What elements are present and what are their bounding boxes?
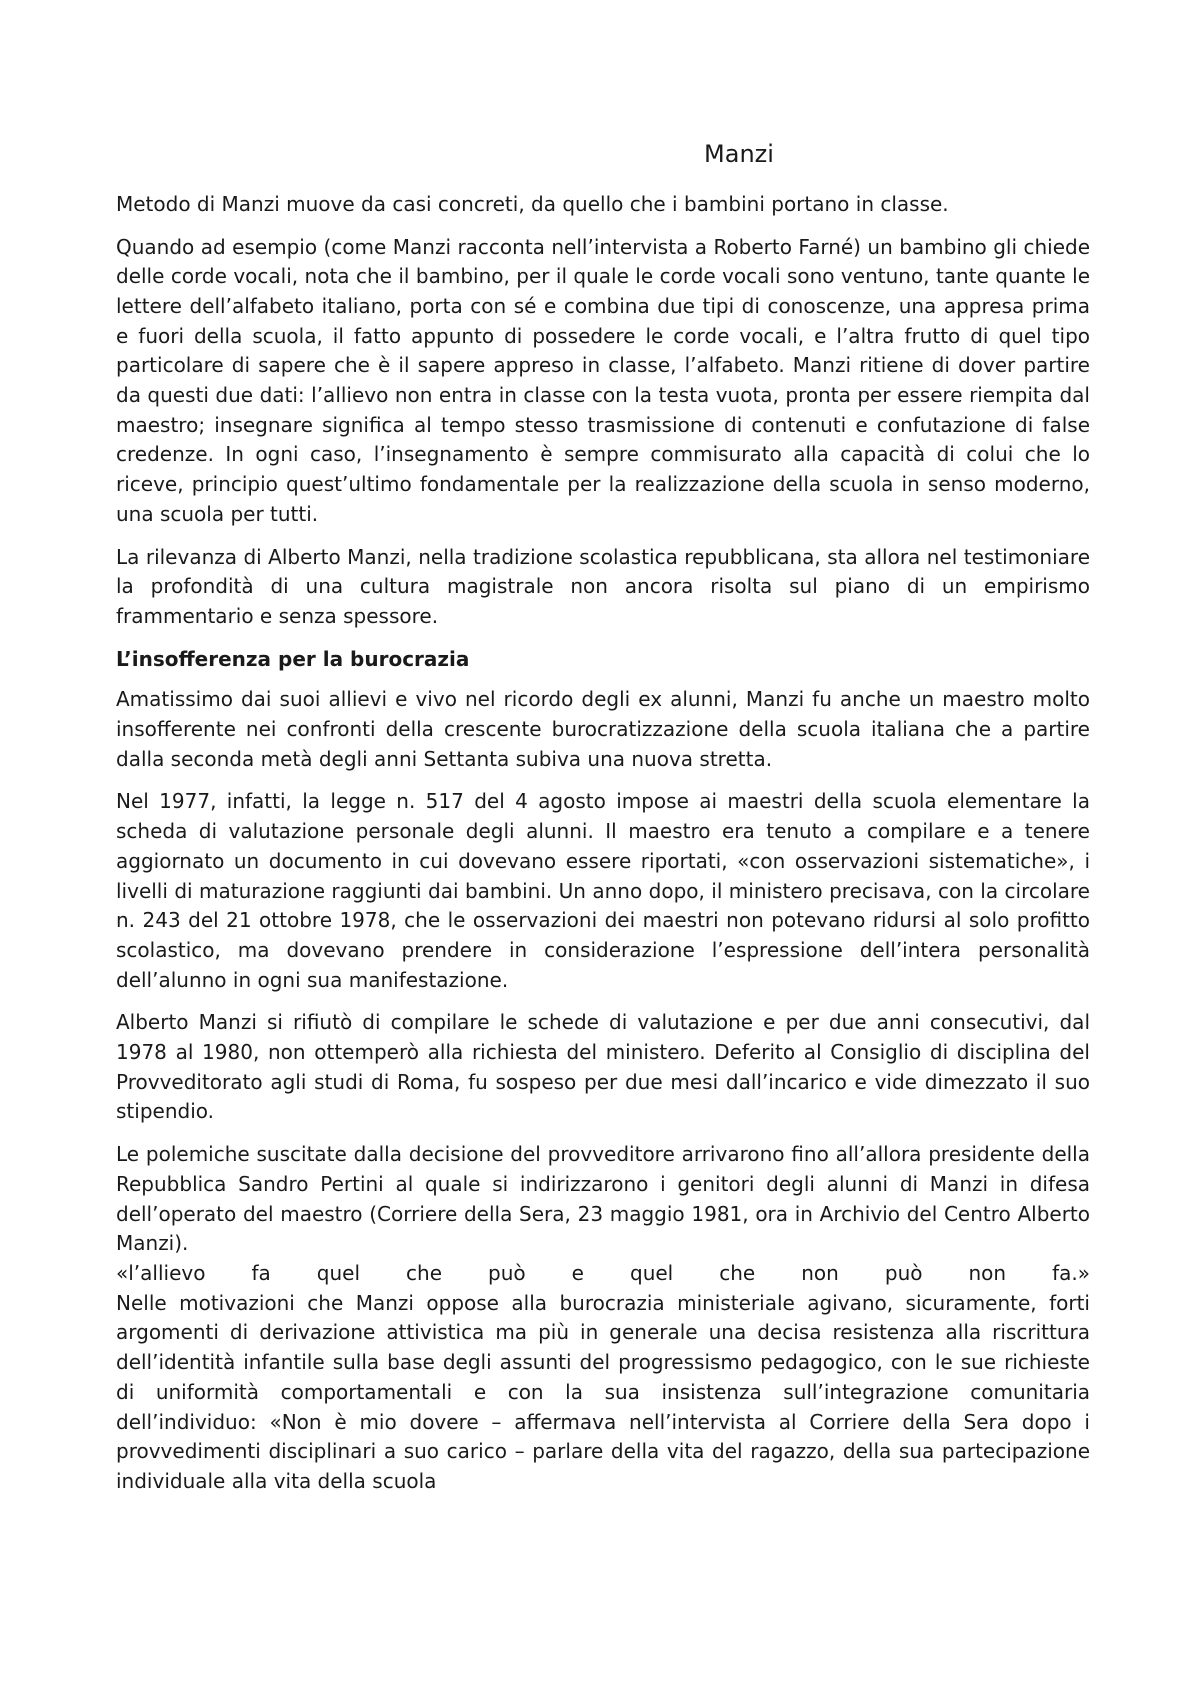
quote-line: «l’allievo fa quel che può e quel che non può non fa.» [116,1261,1090,1285]
paragraph-intro: Metodo di Manzi muove da casi concreti, da quello che i bambini portano in classe. [116,191,949,216]
paragraph-example: Quando ad esempio (come Manzi racconta nell’intervista a Roberto Farné) un bambino gli chiede delle corde vocali, nota che il bambino, per il quale le corde vocali sono ventuno, tante quante le lettere dell’alfabeto italiano, porta con sé e combina due tipi di conoscenze, una appresa prima e fuori della scuola, il fatto appunto di possedere le corde vocali, e l’altra frutto di quel tipo particolare di sapere che è il sapere appreso in classe, l’alfabeto. Manzi ritiene di dover partire da questi due dati: l’allievo non entra in classe con la testa vuota, pronta per essere riempita dal maestro; insegnare significa al tempo stesso trasmissione di contenuti e confutazione di false credenze. In ogni caso, l’insegnamento è sempre commisurato alla capacità di colui che lo riceve, principio quest’ultimo fondamentale per la realizzazione della scuola in senso moderno, una scuola per tutti. [116,234,1090,526]
paragraph-beloved: Amatissimo dai suoi allievi e vivo nel ricordo degli ex alunni, Manzi fu anche un maestro molto insofferente nei confronti della crescente burocratizzazione della scuola italiana che a partire dalla seconda metà degli anni Settanta subiva una nuova stretta. [116,687,1090,771]
document-title: Manzi [704,140,774,168]
paragraph-refusal: Alberto Manzi si rifiutò di compilare le schede di valutazione e per due anni consecutivi, dal 1978 al 1980, non ottemperò alla richiesta del ministero. Deferito al Consiglio di disciplina del Provveditorato agli studi di Roma, fu sospeso per due mesi dall’incarico e vide dimezzato il suo stipendio. [116,1010,1090,1124]
section-heading: L’insofferenza per la burocrazia [116,646,470,671]
paragraph-controversy: Le polemiche suscitate dalla decisione del provveditore arrivarono fino all’allora presidente della Repubblica Sandro Pertini al quale si indirizzarono i genitori degli alunni di Manzi in difesa dell’operato del maestro (Corriere della Sera, 23 maggio 1981, ora in Archivio del Centro Alberto Manzi). [116,1142,1090,1256]
paragraph-relevance: La rilevanza di Alberto Manzi, nella tradizione scolastica repubblicana, sta allora nel testimoniare la profondità di una cultura magistrale non ancora risolta sul piano di un empirismo frammentario e senza spessore. [116,544,1090,628]
document-page [116,140,1090,1497]
paragraph-motivations: Nelle motivazioni che Manzi oppose alla burocrazia ministeriale agivano, sicuramente, forti argomenti di derivazione attivistica ma più in generale una decisa resistenza alla riscrittura dell’identità infantile sulla base degli assunti del progressismo pedagogico, con le sue richieste di uniformità comportamentali e con la sua insistenza sull’integrazione comunitaria dell’individuo: «Non è mio dovere – affermava nell’intervista al Corriere della Sera dopo i provvedimenti disciplinari a suo carico – parlare della vita del ragazzo, della sua partecipazione individuale alla vita della scuola [116,1290,1090,1493]
paragraph-law-1977: Nel 1977, infatti, la legge n. 517 del 4 agosto impose ai maestri della scuola elementare la scheda di valutazione personale degli alunni. Il maestro era tenuto a compilare e a tenere aggiornato un documento in cui dovevano essere riportati, «con osservazioni sistematiche», i livelli di maturazione raggiunti dai bambini. Un anno dopo, il ministero precisava, con la circolare n. 243 del 21 ottobre 1978, che le osservazioni dei maestri non potevano ridursi al solo profitto scolastico, ma dovevano prendere in considerazione l’espressione dell’intera personalità dell’alunno in ogni sua manifestazione. [116,789,1090,992]
paragraph-controversy-block [116,1140,1090,1496]
